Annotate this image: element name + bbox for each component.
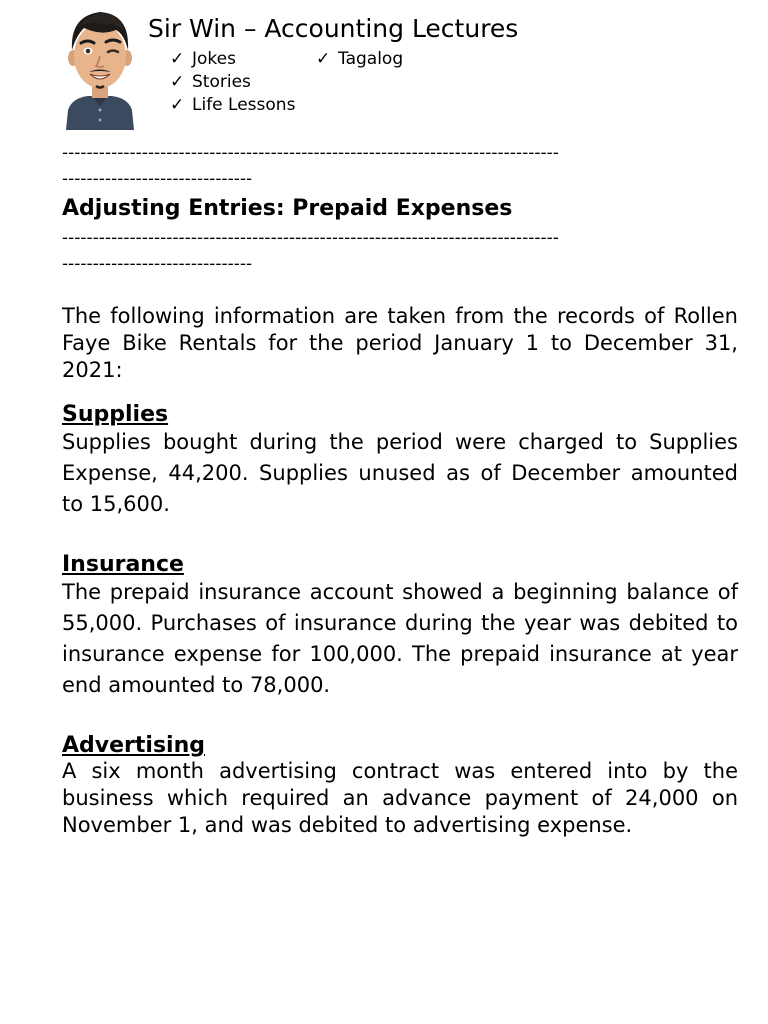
check-icon: ✓ xyxy=(170,49,185,69)
check-icon: ✓ xyxy=(316,49,331,69)
divider-bottom-1: --------------------------------------------------------------------------------- xyxy=(62,228,559,248)
checklist-item-life-lessons: ✓ Life Lessons xyxy=(170,95,296,115)
check-icon: ✓ xyxy=(170,95,185,115)
divider-bottom-2: ------------------------------- xyxy=(62,254,253,274)
page-title: Sir Win – Accounting Lectures xyxy=(148,14,519,43)
supplies-text: Supplies bought during the period were charged to Supplies Expense, 44,200. Supplies unused as of December amounted to 15,600. xyxy=(62,430,738,516)
supplies-heading: Supplies xyxy=(62,402,169,427)
insurance-text: The prepaid insurance account showed a beginning balance of 55,000. Purchases of insurance during the year was debited to insurance expense for 100,000. The prepaid insurance at year end amounted to 78,000. xyxy=(62,580,738,697)
divider-top-1: --------------------------------------------------------------------------------- xyxy=(62,143,559,163)
section-advertising xyxy=(62,733,738,839)
section-supplies xyxy=(62,402,738,520)
checklist-item-tagalog: ✓ Tagalog xyxy=(316,49,404,69)
divider-top-2: ------------------------------- xyxy=(62,169,253,189)
advertising-text: A six month advertising contract was entered into by the business which required an advance payment of 24,000 on November 1, and was debited to advertising expense. xyxy=(62,759,738,837)
insurance-heading: Insurance xyxy=(62,552,184,577)
intro-paragraph: The following information are taken from the records of Rollen Faye Bike Rentals for the period January 1 to December 31, 2021: xyxy=(62,304,738,382)
feature-checklist-left xyxy=(170,48,295,117)
feature-checklist-right xyxy=(316,48,403,71)
section-insurance xyxy=(62,552,738,701)
document-body xyxy=(62,140,738,839)
checklist-item-stories: ✓ Stories xyxy=(170,72,251,92)
checklist-item-jokes: ✓ Jokes xyxy=(170,49,236,69)
section-title: Adjusting Entries: Prepaid Expenses xyxy=(62,196,513,221)
advertising-heading: Advertising xyxy=(62,733,205,758)
check-icon: ✓ xyxy=(170,72,185,92)
avatar-icon xyxy=(62,6,138,130)
